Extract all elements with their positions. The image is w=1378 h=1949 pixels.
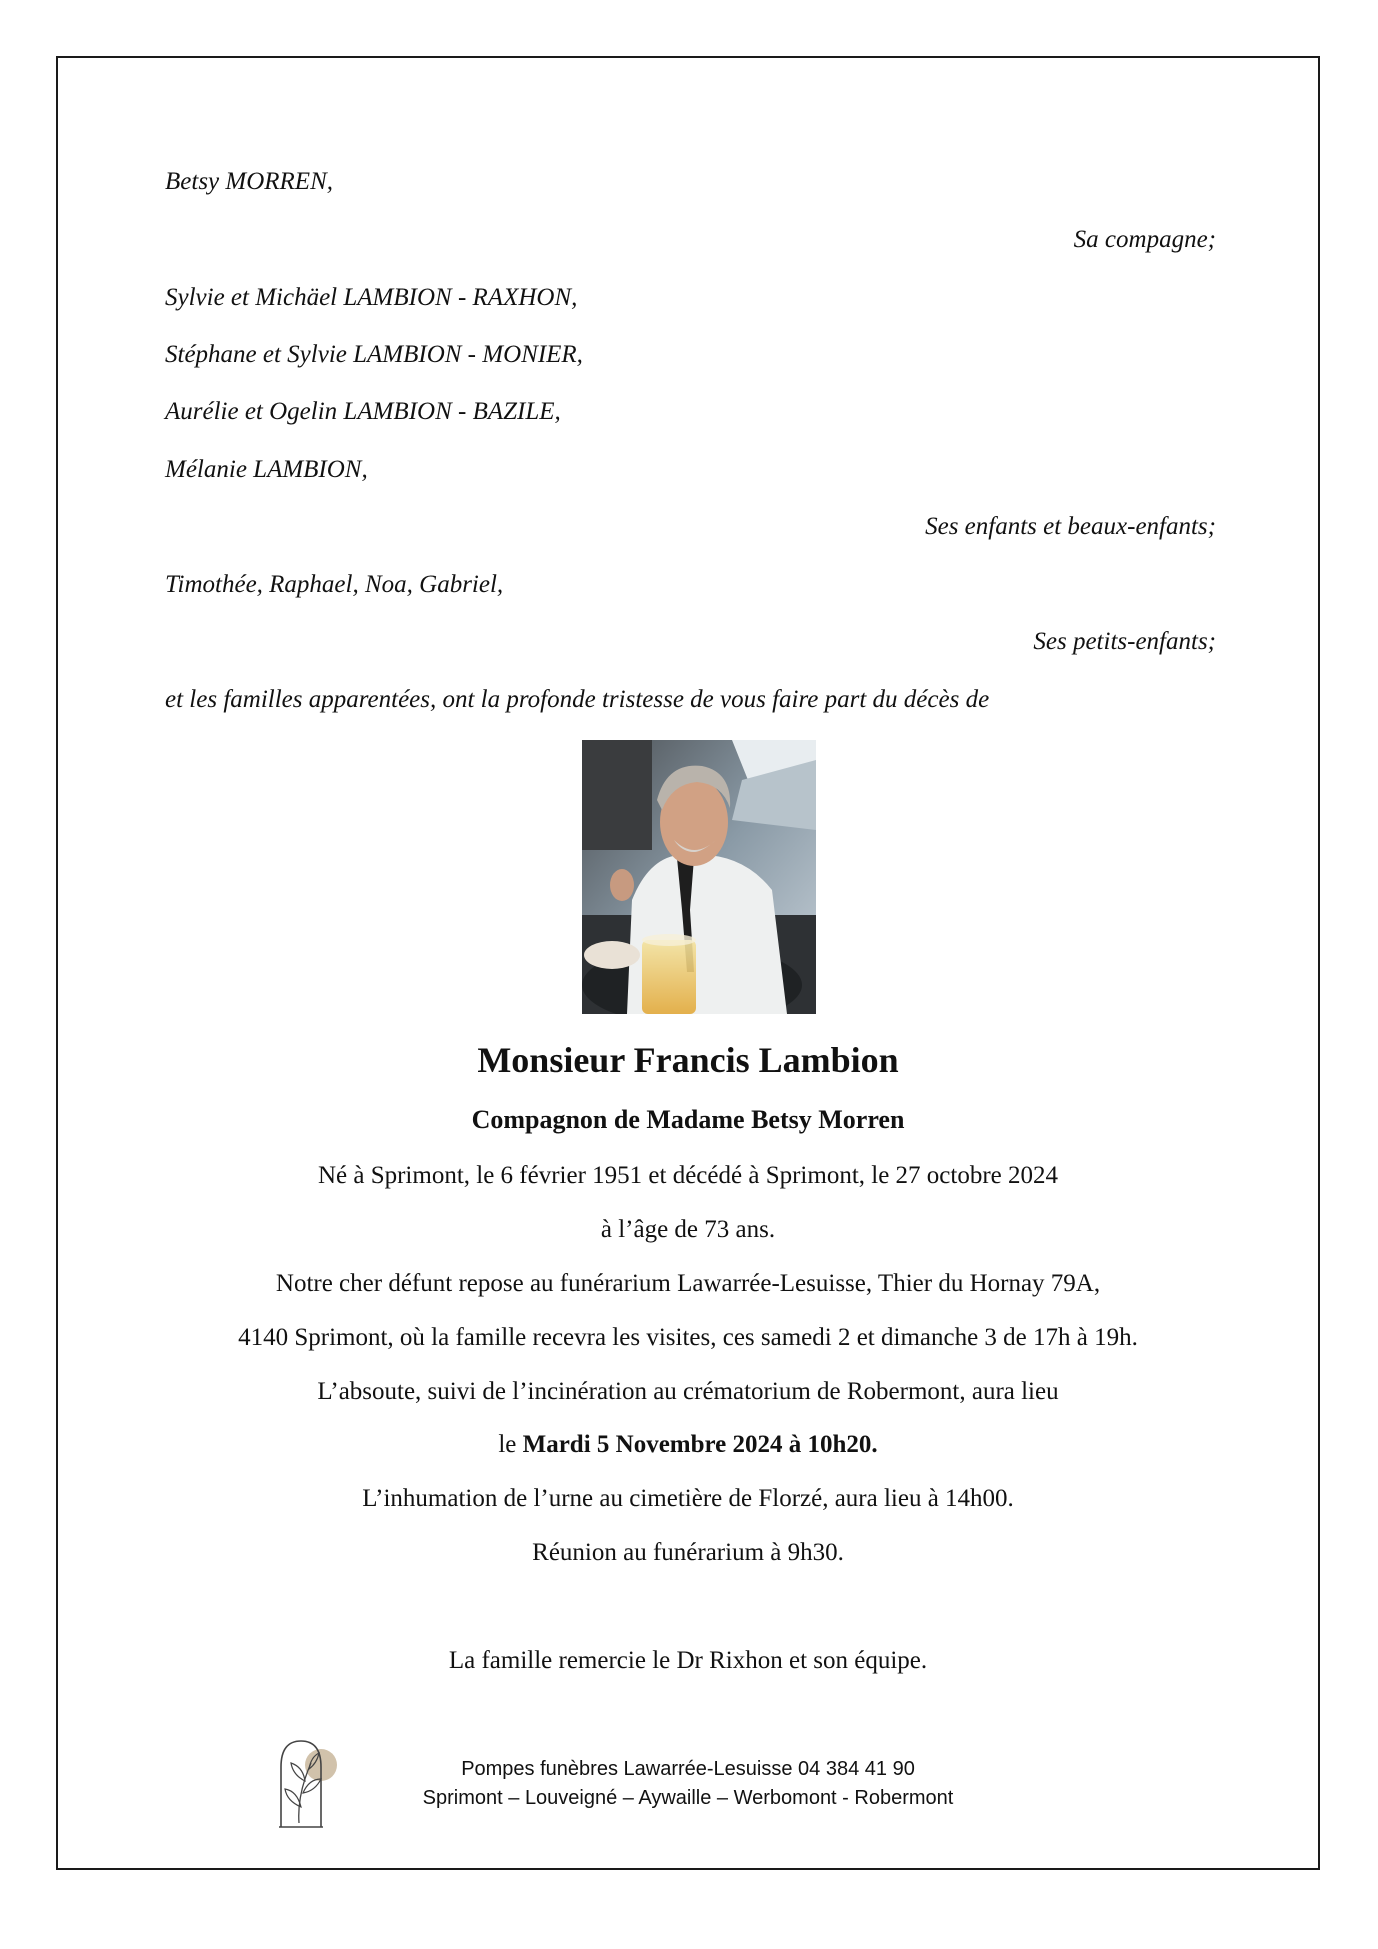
family-role-grandchildren: Ses petits-enfants; [1033,628,1216,655]
meeting-line: Réunion au funérarium à 9h30. [532,1539,844,1566]
family-role-partner: Sa compagne; [1073,226,1216,253]
absoute-line: L’absoute, suivi de l’incinération au crématorium de Robermont, aura lieu [317,1378,1059,1405]
family-line-child-3: Aurélie et Ogelin LAMBION - BAZILE, [165,398,561,425]
funeral-home-line-2: 4140 Sprimont, où la famille recevra les visites, ces samedi 2 et dimanche 3 de 17h à 19h. [238,1324,1138,1351]
inhumation-line: L’inhumation de l’urne au cimetière de Florzé, aura lieu à 14h00. [362,1485,1014,1512]
birth-death-line: Né à Sprimont, le 6 février 1951 et décédé à Sprimont, le 27 octobre 2024 [317,1162,1059,1189]
footer-company: Pompes funèbres Lawarrée-Lesuisse 04 384 41 90 [461,1758,915,1780]
footer-locations: Sprimont – Louveigné – Aywaille – Werbomont - Robermont [422,1787,954,1809]
family-line-child-1: Sylvie et Michäel LAMBION - RAXHON, [165,284,578,311]
ceremony-date-line [56,1431,1320,1459]
family-line-child-2: Stéphane et Sylvie LAMBION - MONIER, [165,341,583,368]
ceremony-date-prefix: le [498,1431,523,1458]
family-line-child-4: Mélanie LAMBION, [165,456,368,483]
deceased-subtitle: Compagnon de Madame Betsy Morren [471,1105,905,1134]
deceased-name: Monsieur Francis Lambion [477,1040,899,1080]
family-line-grandchildren: Timothée, Raphael, Noa, Gabriel, [165,571,504,598]
family-role-children: Ses enfants et beaux-enfants; [925,513,1216,540]
funeral-home-line-1: Notre cher défunt repose au funérarium Lawarrée-Lesuisse, Thier du Hornay 79A, [275,1270,1101,1297]
floral-arch-logo-icon [271,1735,343,1831]
family-line-relatives: et les familles apparentées, ont la profonde tristesse de vous faire part du décès de [165,686,990,713]
age-line: à l’âge de 73 ans. [600,1216,776,1243]
deceased-photo [582,740,816,1014]
family-line-partner: Betsy MORREN, [165,168,334,195]
thanks-line: La famille remercie le Dr Rixhon et son équipe. [448,1647,928,1674]
ceremony-date: Mardi 5 Novembre 2024 à 10h20. [522,1431,878,1458]
